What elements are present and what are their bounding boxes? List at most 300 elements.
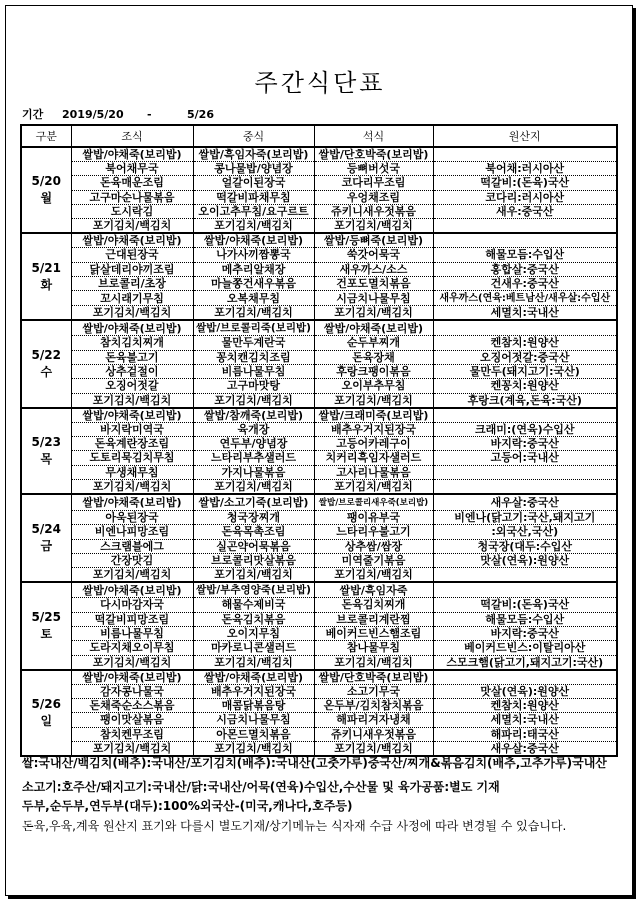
dinner-cell	[314, 176, 433, 190]
dinner-cell	[314, 147, 433, 162]
lunch-item: 시금치나물무침	[216, 713, 291, 727]
dinner-cell	[314, 698, 433, 712]
origin-cell	[433, 494, 617, 511]
origin-text: 청국장(대두:수입산	[477, 539, 572, 553]
origin-text: 건새우:중국산	[490, 277, 559, 291]
breakfast-item: 비엔나피망조림	[94, 525, 170, 539]
menu-row	[21, 408, 617, 423]
lunch-item: 콩나물밥/양념장	[214, 162, 293, 176]
breakfast-item: 도시락김	[110, 205, 154, 219]
dinner-cell	[314, 190, 433, 204]
lunch-item: 청국장찌개	[226, 511, 281, 525]
origin-text: 크래미:(연육)수입산	[475, 422, 575, 436]
menu-row	[21, 306, 617, 321]
dinner-item: 포기김치/백김치	[334, 479, 413, 493]
lunch-item: 육개장	[237, 422, 270, 436]
breakfast-cell	[71, 655, 193, 670]
dinner-item: 포기김치/백김치	[334, 655, 413, 669]
day-date: 5/25	[31, 609, 61, 624]
dinner-item: 소고기무국	[346, 684, 401, 698]
breakfast-cell	[71, 684, 193, 698]
lunch-item: 매콤닭볶음탕	[221, 699, 286, 713]
page-title: 주간식단표	[254, 69, 386, 97]
lunch-cell	[193, 350, 314, 364]
origin-text: 맛살(연육):원양산	[480, 554, 570, 568]
dinner-cell	[314, 727, 433, 741]
breakfast-item: 근대된장국	[105, 248, 159, 262]
origin-text: 바지락:중국산	[490, 627, 559, 641]
origin-text: 물만두(돼지고기:국산)	[469, 365, 580, 379]
breakfast-cell	[71, 510, 193, 524]
origin-cell	[433, 670, 617, 685]
breakfast-item: 아욱된장국	[105, 511, 159, 525]
menu-row	[21, 741, 617, 756]
origin-cell	[433, 320, 617, 336]
menu-row	[21, 379, 617, 393]
dinner-cell	[314, 612, 433, 626]
menu-row	[21, 233, 617, 248]
lunch-cell	[193, 612, 314, 626]
breakfast-cell	[71, 741, 193, 756]
origin-text: 켄참치:원양산	[490, 699, 559, 713]
breakfast-cell	[71, 350, 193, 364]
lunch-cell	[193, 568, 314, 583]
dinner-item: 브로콜리계란찜	[336, 612, 411, 626]
breakfast-cell	[71, 176, 193, 190]
lunch-cell	[193, 436, 314, 450]
origin-cell	[433, 350, 617, 364]
lunch-item: 고구마맛탕	[226, 379, 281, 393]
period-end: 5/26	[187, 108, 214, 121]
breakfast-item: 꼬시래기무침	[100, 291, 164, 305]
breakfast-item: 돈육불고기	[105, 350, 159, 364]
breakfast-item: 간장맛김	[110, 554, 154, 568]
breakfast-cell	[71, 262, 193, 276]
day-weekday: 목	[40, 451, 53, 466]
dinner-cell	[314, 219, 433, 234]
menu-row	[21, 219, 617, 234]
origin-text: 떡갈비:(돈육)국산	[480, 598, 570, 612]
day-weekday: 토	[40, 626, 53, 641]
menu-row	[21, 320, 617, 336]
menu-row	[21, 162, 617, 176]
origin-cell	[433, 525, 617, 539]
origin-cell	[433, 741, 617, 756]
menu-row	[21, 451, 617, 465]
dinner-cell	[314, 655, 433, 670]
breakfast-cell	[71, 670, 193, 685]
menu-row	[21, 539, 617, 553]
breakfast-item: 바지락미역국	[100, 422, 164, 436]
origin-cell	[433, 568, 617, 583]
dinner-item: 상추쌈/쌈장	[344, 539, 403, 553]
breakfast-cell	[71, 306, 193, 321]
origin-text: :외국산,국산)	[491, 525, 559, 539]
lunch-item: 물만두계란국	[221, 336, 286, 350]
origin-cell	[433, 248, 617, 262]
origin-cell	[433, 219, 617, 234]
lunch-item: 포기김치/백김치	[214, 479, 293, 493]
origin-text: 켄참치:원양산	[490, 336, 559, 350]
breakfast-cell	[71, 494, 193, 511]
lunch-item: 배추우거지된장국	[210, 684, 296, 698]
menu-row	[21, 479, 617, 494]
breakfast-cell	[71, 612, 193, 626]
day-weekday: 일	[40, 713, 53, 728]
lunch-item: 실곤약어묵볶음	[216, 539, 291, 553]
dinner-cell	[314, 598, 433, 612]
lunch-item: 돈육목촉조림	[221, 525, 286, 539]
dinner-item: 후랑크팽이볶음	[336, 365, 411, 379]
lunch-cell	[193, 641, 314, 655]
origin-text: 세멸치:국내산	[490, 306, 559, 320]
dinner-item: 포기김치/백김치	[334, 568, 413, 582]
breakfast-item: 쌀밥/야채죽(보리밥)	[82, 495, 182, 509]
day-label	[21, 408, 71, 494]
menu-row	[21, 525, 617, 539]
dinner-item: 쌀밥/단호박죽(보리밥)	[318, 148, 429, 161]
dinner-cell	[314, 713, 433, 727]
lunch-item: 포기김치/백김치	[214, 741, 293, 755]
dinner-item: 돈육김치찌개	[341, 598, 406, 612]
dinner-item: 오이부추무침	[341, 379, 406, 393]
origin-cell	[433, 479, 617, 494]
menu-row	[21, 568, 617, 583]
origin-cell	[433, 451, 617, 465]
breakfast-cell	[71, 190, 193, 204]
lunch-cell	[193, 176, 314, 190]
lunch-cell	[193, 336, 314, 350]
breakfast-item: 떡갈비피망조림	[94, 612, 170, 626]
dinner-item: 쌀밥/등뼈죽(보리밥)	[323, 234, 424, 248]
menu-row	[21, 553, 617, 567]
lunch-cell	[193, 655, 314, 670]
breakfast-item: 쌀밥/야채죽(보리밥)	[82, 148, 182, 161]
lunch-cell	[193, 306, 314, 321]
origin-text: 고등어:국내산	[490, 451, 559, 465]
breakfast-cell	[71, 422, 193, 436]
lunch-cell	[193, 262, 314, 276]
breakfast-cell	[71, 727, 193, 741]
dinner-item: 돈육장채	[352, 350, 395, 364]
breakfast-cell	[71, 219, 193, 234]
origin-cell	[433, 276, 617, 290]
menu-row	[21, 684, 617, 698]
period-start: 2019/5/20	[62, 108, 124, 121]
lunch-item: 쌀밥/부추영양죽(보리밥)	[196, 584, 311, 597]
dinner-cell	[314, 364, 433, 378]
lunch-item: 포기김치/백김치	[214, 219, 293, 233]
menu-row	[21, 276, 617, 290]
dinner-cell	[314, 233, 433, 248]
lunch-cell	[193, 727, 314, 741]
breakfast-item: 브로콜리/초장	[98, 277, 166, 291]
menu-row	[21, 626, 617, 640]
breakfast-cell	[71, 465, 193, 479]
breakfast-item: 쌀밥/야채죽(보리밥)	[82, 321, 182, 335]
header-lunch: 중식	[193, 125, 314, 147]
lunch-cell	[193, 582, 314, 598]
day-weekday: 금	[40, 539, 53, 554]
header-origin: 원산지	[433, 125, 617, 147]
breakfast-item: 무생채무침	[105, 465, 159, 479]
dinner-item: 해파리겨자냉채	[336, 713, 411, 727]
breakfast-cell	[71, 553, 193, 567]
dinner-item: 코다리무조림	[341, 176, 406, 190]
lunch-cell	[193, 393, 314, 408]
breakfast-item: 돈육계란장조림	[94, 437, 170, 451]
lunch-cell	[193, 291, 314, 306]
origin-cell	[433, 408, 617, 423]
dinner-item: 미역줄기볶음	[341, 554, 406, 568]
lunch-item: 마늘쫑건새우볶음	[210, 277, 296, 291]
origin-cell	[433, 713, 617, 727]
lunch-cell	[193, 525, 314, 539]
origin-text: 비엔나(닭고기:국산,돼지고기	[454, 511, 596, 525]
breakfast-item: 쌀밥/야채죽(보리밥)	[82, 234, 182, 248]
breakfast-cell	[71, 436, 193, 450]
origin-cell	[433, 262, 617, 276]
breakfast-item: 포기김치/백김치	[92, 741, 172, 755]
lunch-cell	[193, 162, 314, 176]
header-dinner: 석식	[314, 125, 433, 147]
day-weekday: 월	[40, 191, 53, 206]
lunch-cell	[193, 233, 314, 248]
dinner-item: 포기김치/백김치	[334, 741, 413, 755]
dinner-cell	[314, 379, 433, 393]
lunch-item: 쌀밥/야채죽(보리밥)	[203, 670, 304, 684]
dinner-item: 쥬키니새우젓볶음	[330, 727, 416, 741]
breakfast-item: 비름나물무침	[100, 627, 164, 641]
dinner-cell	[314, 539, 433, 553]
breakfast-cell	[71, 451, 193, 465]
dinner-cell	[314, 336, 433, 350]
origin-text: 새우살:중국산	[490, 495, 559, 509]
breakfast-cell	[71, 408, 193, 423]
origin-cell	[433, 641, 617, 655]
breakfast-item: 팽이맛살볶음	[100, 713, 164, 727]
breakfast-item: 포기김치/백김치	[92, 306, 172, 320]
menu-row	[21, 393, 617, 408]
dinner-cell	[314, 479, 433, 494]
lunch-cell	[193, 204, 314, 218]
origin-text: 홍합살:중국산	[490, 262, 559, 276]
origin-cell	[433, 698, 617, 712]
lunch-cell	[193, 684, 314, 698]
origin-cell	[433, 422, 617, 436]
lunch-item: 비름나물무침	[221, 365, 286, 379]
origin-cell	[433, 291, 617, 306]
lunch-cell	[193, 598, 314, 612]
breakfast-cell	[71, 320, 193, 336]
dinner-item: 건포도멸치볶음	[336, 277, 411, 291]
lunch-item: 느타리부추샐러드	[210, 451, 296, 465]
lunch-item: 얼갈이된장국	[221, 176, 286, 190]
lunch-item: 쌀밥/참깨죽(보리밥)	[203, 408, 304, 422]
origin-text: 해물모듬:수입산	[485, 248, 565, 262]
origin-text: 베이커드빈스:이탈리아산	[464, 641, 586, 655]
breakfast-item: 상추겉절이	[105, 365, 159, 379]
header-category: 구분	[21, 125, 71, 147]
period-label: 기간	[22, 108, 44, 121]
breakfast-cell	[71, 479, 193, 494]
lunch-item: 해물수제비국	[221, 598, 286, 612]
day-date: 5/21	[31, 260, 61, 275]
origin-cell	[433, 147, 617, 162]
dinner-item: 쌀밥/흑임자죽	[339, 583, 408, 597]
lunch-item: 오이지무침	[226, 627, 281, 641]
menu-row	[21, 698, 617, 712]
day-label	[21, 582, 71, 669]
day-date: 5/23	[31, 434, 61, 449]
breakfast-item: 포기김치/백김치	[92, 655, 172, 669]
dinner-item: 순두부찌개	[346, 336, 401, 350]
origin-notes	[22, 755, 622, 835]
origin-text: 해물모듬:수입산	[485, 612, 565, 626]
breakfast-item: 닭살데리야끼조림	[89, 262, 175, 276]
day-date: 5/26	[31, 696, 61, 711]
breakfast-cell	[71, 162, 193, 176]
dinner-item: 고사리나물볶음	[336, 465, 411, 479]
dinner-item: 포기김치/백김치	[334, 306, 413, 320]
dinner-cell	[314, 568, 433, 583]
dinner-cell	[314, 248, 433, 262]
lunch-cell	[193, 713, 314, 727]
origin-text: 맛살(연육):원양산	[480, 684, 570, 698]
breakfast-cell	[71, 291, 193, 306]
dinner-item: 고등어카레구이	[336, 437, 411, 451]
dinner-item: 참나물무침	[346, 641, 401, 655]
lunch-item: 메추리알채장	[221, 262, 286, 276]
lunch-cell	[193, 422, 314, 436]
origin-cell	[433, 393, 617, 408]
dinner-cell	[314, 162, 433, 176]
dinner-cell	[314, 451, 433, 465]
lunch-cell	[193, 510, 314, 524]
lunch-item: 나가사끼짬뽕국	[216, 248, 291, 262]
menu-row	[21, 204, 617, 218]
dinner-cell	[314, 204, 433, 218]
menu-row	[21, 248, 617, 262]
breakfast-item: 스크램블에그	[100, 539, 164, 553]
lunch-item: 포기김치/백김치	[214, 306, 293, 320]
dinner-item: 쌀밥/브로콜리새우죽(보리밥)	[318, 497, 429, 508]
lunch-cell	[193, 219, 314, 234]
day-date: 5/20	[31, 174, 61, 189]
dinner-cell	[314, 582, 433, 598]
dinner-item: 배추우거지된장국	[330, 422, 416, 436]
breakfast-item: 북어채무국	[105, 162, 159, 176]
breakfast-cell	[71, 698, 193, 712]
day-weekday: 수	[40, 364, 53, 379]
menu-row	[21, 262, 617, 276]
origin-text: 새우살:중국산	[490, 741, 559, 755]
breakfast-item: 돈육매운조림	[100, 176, 164, 190]
menu-row	[21, 727, 617, 741]
menu-row	[21, 190, 617, 204]
origin-cell	[433, 379, 617, 393]
origin-cell	[433, 204, 617, 218]
dinner-item: 쌀밥/크래미죽(보리밥)	[318, 408, 429, 422]
menu-row	[21, 655, 617, 670]
lunch-cell	[193, 408, 314, 423]
origin-cell	[433, 436, 617, 450]
origin-cell	[433, 510, 617, 524]
dinner-item: 쌀밥/야채죽(보리밥)	[323, 321, 424, 335]
menu-row	[21, 641, 617, 655]
dinner-item: 느타리우불고기	[336, 525, 411, 539]
menu-row	[21, 147, 617, 162]
origin-text: 코다리:러시아산	[485, 190, 565, 204]
menu-row	[21, 713, 617, 727]
origin-text: 세멸치:국내산	[490, 713, 559, 727]
lunch-item: 오복채무침	[226, 291, 281, 305]
breakfast-item: 다시마감자국	[100, 598, 164, 612]
lunch-item: 쌀밥/야채죽(보리밥)	[203, 234, 304, 248]
breakfast-item: 돈채죽순소스볶음	[89, 699, 175, 713]
origin-cell	[433, 162, 617, 176]
dinner-item: 등뼈버섯국	[346, 162, 401, 176]
menu-row	[21, 510, 617, 524]
origin-cell	[433, 598, 617, 612]
breakfast-cell	[71, 393, 193, 408]
origin-cell	[433, 364, 617, 378]
lunch-item: 브로콜리맛살볶음	[210, 554, 296, 568]
dinner-item: 포기김치/백김치	[334, 219, 413, 233]
lunch-item: 돈육김치볶음	[221, 612, 286, 626]
menu-row	[21, 291, 617, 306]
dinner-item: 새우까스/소스	[339, 262, 408, 276]
dinner-cell	[314, 626, 433, 640]
origin-text: 스모크햄(닭고기,돼지고기:국산)	[446, 655, 604, 669]
dinner-item: 쥬키니새우젓볶음	[330, 205, 416, 219]
lunch-cell	[193, 190, 314, 204]
dinner-item: 시금치나물무침	[336, 291, 411, 305]
breakfast-item: 고구마순나물볶음	[89, 190, 175, 204]
menu-row	[21, 364, 617, 378]
dinner-cell	[314, 276, 433, 290]
lunch-item: 쌀밥/소고기죽(보리밥)	[198, 495, 309, 509]
period-line	[0, 108, 640, 122]
dinner-item: 치커리흑임자샐러드	[325, 451, 422, 465]
lunch-cell	[193, 364, 314, 378]
origin-cell	[433, 684, 617, 698]
breakfast-item: 쌀밥/야채죽(보리밥)	[82, 583, 182, 597]
day-label	[21, 670, 71, 756]
lunch-item: 쌀밥/브로콜리죽(보리밥)	[196, 322, 311, 335]
dinner-cell	[314, 408, 433, 423]
menu-row	[21, 582, 617, 598]
lunch-cell	[193, 626, 314, 640]
menu-row	[21, 436, 617, 450]
lunch-item: 아몬드멸치볶음	[216, 727, 291, 741]
lunch-item: 오이고추무침/요구르트	[198, 205, 309, 219]
origin-text: 떡갈비:(돈육)국산	[480, 176, 570, 190]
origin-text: 새우:중국산	[495, 205, 554, 219]
lunch-cell	[193, 276, 314, 290]
menu-row	[21, 422, 617, 436]
lunch-item: 마카로니콘샐러드	[210, 641, 296, 655]
origin-cell	[433, 727, 617, 741]
breakfast-item: 참치켄무조림	[100, 727, 164, 741]
lunch-item: 연두부/양념장	[219, 437, 288, 451]
dinner-item: 포기김치/백김치	[334, 393, 413, 407]
origin-cell	[433, 553, 617, 567]
origin-text: 오징어젓갈:중국산	[480, 350, 570, 364]
dinner-cell	[314, 510, 433, 524]
dinner-item: 우엉채조림	[346, 190, 401, 204]
lunch-cell	[193, 479, 314, 494]
